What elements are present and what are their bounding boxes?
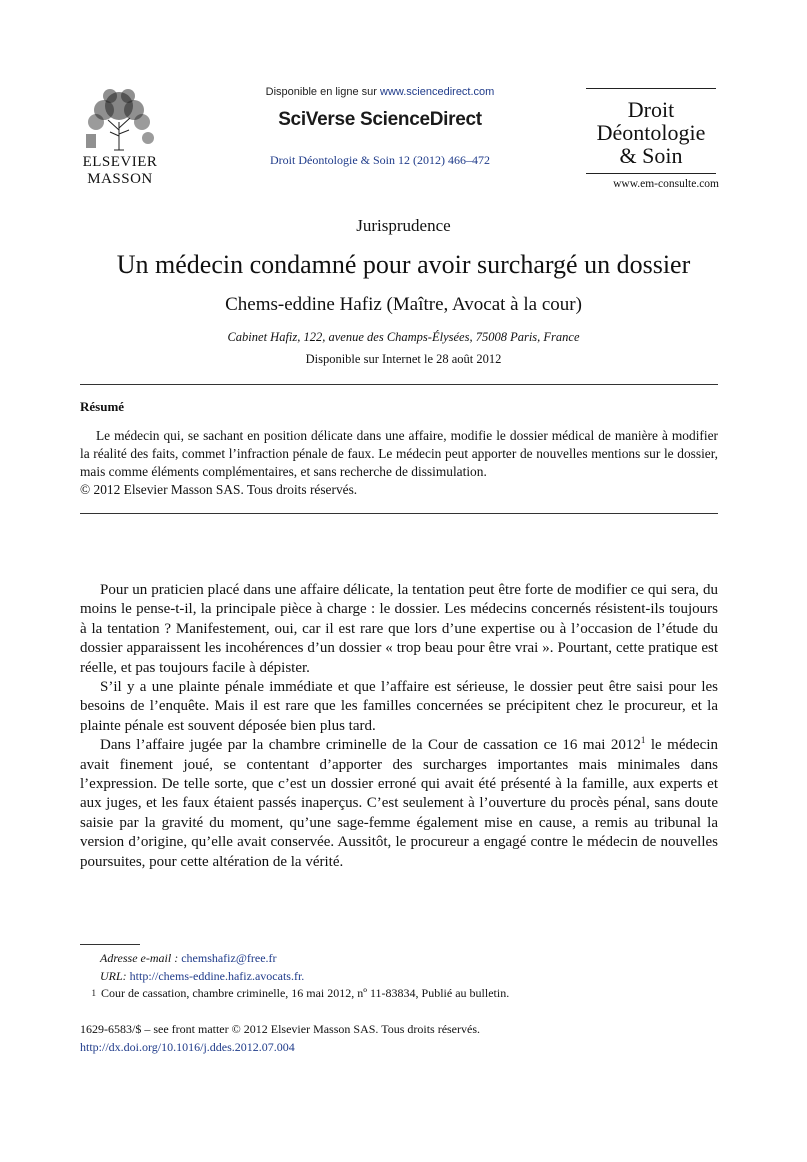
article-author: Chems-eddine Hafiz (Maître, Avocat à la cour) (225, 294, 582, 315)
journal-title-line-3: & Soin (619, 143, 683, 168)
abstract (80, 427, 718, 499)
sciencedirect-link[interactable]: www.sciencedirect.com (380, 86, 495, 98)
journal-citation[interactable]: Droit Déontologie & Soin 12 (2012) 466–472 (270, 153, 490, 167)
email-footnote (80, 950, 720, 968)
journal-title-line-1: Droit (627, 97, 675, 122)
publisher-wordmark (80, 154, 160, 188)
footnote-1-number: 1 (91, 988, 96, 998)
online-date: Disponible sur Internet le 28 août 2012 (305, 352, 502, 366)
divider-bottom (80, 513, 718, 514)
footnote-ref-1[interactable]: 1 (640, 735, 646, 746)
doi-link[interactable]: http://dx.doi.org/10.1016/j.ddes.2012.07.004 (80, 1040, 295, 1054)
email-link[interactable]: chemshafiz@free.fr (181, 951, 277, 965)
footnote-1-text: Cour de cassation, chambre criminelle, 16 mai 2012, nº 11-83834, Publié au bulletin. (101, 986, 510, 1000)
availability-prefix: Disponible en ligne sur (265, 86, 381, 98)
author-url-link[interactable]: http://chems-eddine.hafiz.avocats.fr. (129, 968, 305, 983)
front-matter (80, 1020, 720, 1056)
url-footnote (80, 968, 720, 986)
abstract-text: Le médecin qui, se sachant en position délicate dans une affaire, modifie le dossier médical de manière à modifier la réalité des faits, commet l’infraction pénale de faux. Le médecin peut apporter de nouvelles mentions sur le dossier, mais comme éléments complémentaires, et sans recherche de dissimulation. (80, 428, 718, 479)
author-affiliation: Cabinet Hafiz, 122, avenue des Champs-Élysées, 75008 Paris, France (227, 330, 580, 344)
footnote-1 (80, 985, 720, 1003)
publisher-name-line-1: ELSEVIER (82, 154, 158, 170)
journal-logo (586, 88, 716, 174)
journal-title-line-2: Déontologie (596, 120, 706, 145)
article-body (80, 581, 718, 872)
footnote-rule (80, 944, 140, 945)
url-label: URL: (100, 968, 130, 983)
email-label: Adresse e-mail : (100, 951, 182, 965)
section-label: Jurisprudence (356, 216, 451, 235)
publisher-name-line-2: MASSON (87, 171, 153, 187)
body-paragraph-1: Pour un praticien placé dans une affaire délicate, la tentation peut être forte de modifier ce qui sera, du moins le pense-t-il, la principale pièce à charge : le dossier. Les médecins concernés résistent-ils toujours à la tentation ? Manifestement, oui, car il est rare que lors d’une expertise ou à l’occasion de l’étude du dossier apparaissent les incohérences d’un dossier « trop beau pour être vrai ». Pourtant, cette pratique est réelle, et pas toujours facile à dépister. (80, 582, 718, 676)
body-paragraph-3-start: Dans l’affaire jugée par la chambre criminelle de la Cour de cassation ce 16 mai 2012 (100, 737, 641, 754)
divider-top (80, 384, 718, 385)
body-paragraph-2: S’il y a une plainte pénale immédiate et que l’affaire est sérieuse, le dossier peut être saisi pour les besoins de l’enquête. Mais il est rare que les familles concernées se précipitent chez le procureur, et la plainte pénale est souvent déposée bien plus tard. (80, 679, 718, 734)
platform-name: SciVerse ScienceDirect (278, 109, 482, 130)
header-center (190, 86, 570, 168)
body-paragraph-3-rest: le médecin avait finement joué, se contentant d’apporter des surcharges importantes mais minimales dans l’expression. De telle sorte, que c’est un dossier erroné qui avait été présenté à la famille, aux experts et aux juges, et les faux étaient passés inaperçus. C’est seulement à l’ouverture du procès pénal, sans doute saisie par la gravité du moment, qu’une sage-femme également mise en cause, a remis au tribunal la version d’origine, qu’elle avait conservée. Aussitôt, le procureur a engagé contre le médecin de nouvelles poursuites, pour cette altération de la vérité. (80, 737, 718, 870)
abstract-heading: Résumé (80, 399, 125, 414)
issn-line: 1629-6583/$ – see front matter © 2012 Elsevier Masson SAS. Tous droits réservés. (80, 1022, 481, 1036)
body-paragraph-3 (80, 736, 718, 872)
article-title: Un médecin condamné pour avoir surchargé un dossier (116, 250, 691, 279)
journal-url[interactable]: www.em-consulte.com (613, 178, 719, 190)
footnotes (80, 950, 720, 1003)
availability-line (190, 86, 570, 98)
abstract-copyright: © 2012 Elsevier Masson SAS. Tous droits réservés. (80, 482, 358, 497)
